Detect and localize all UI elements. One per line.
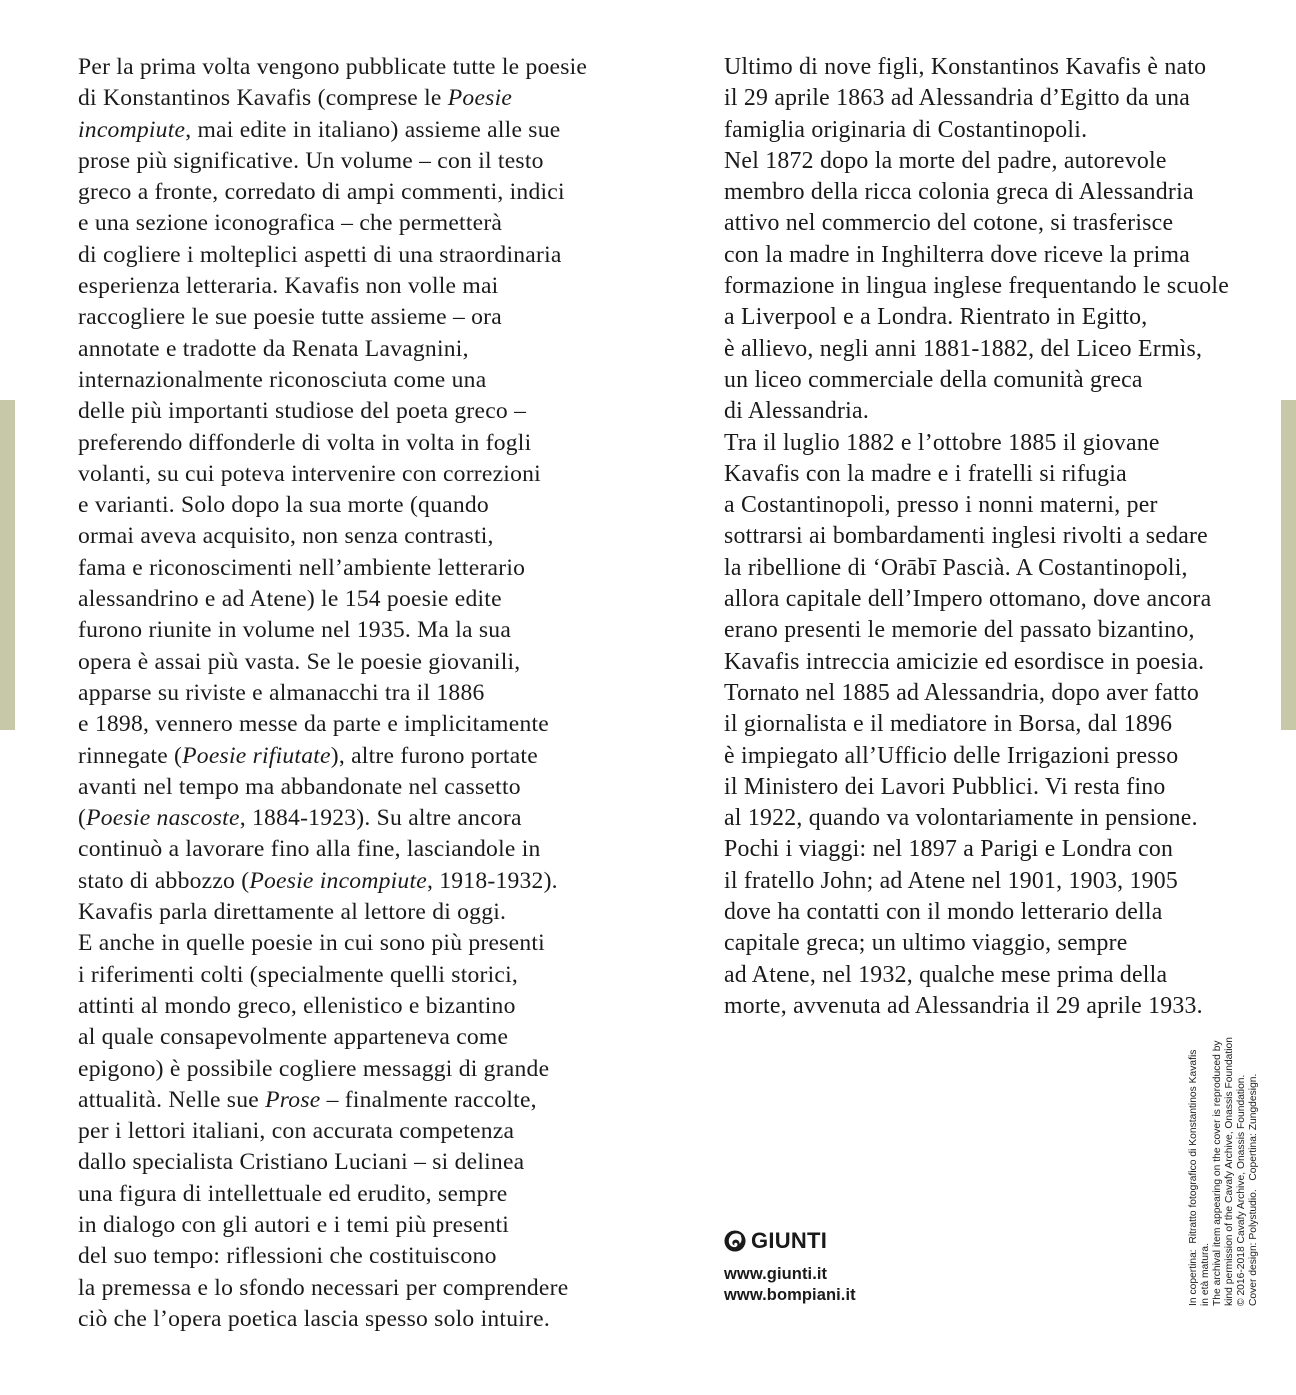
book-blurb-column <box>78 52 598 1335</box>
book-blurb-line: annotate e tradotte da Renata Lavagnini, <box>78 335 469 362</box>
book-blurb-line: prose più significative. Un volume – con il testo <box>78 147 544 174</box>
right-edge-strip <box>1281 400 1296 730</box>
book-blurb-line: fama e riconoscimenti nell’ambiente letterario <box>78 554 526 581</box>
author-biography-line: Tra il luglio 1882 e l’ottobre 1885 il giovane <box>724 429 1160 456</box>
author-biography-line: ad Atene, nel 1932, qualche mese prima della <box>724 961 1168 988</box>
book-blurb-line: attinti al mondo greco, ellenistico e bizantino <box>78 992 516 1019</box>
book-blurb-line: stato di abbozzo (Poesie incompiute, 1918-1932). <box>78 867 558 894</box>
author-biography-line: il fratello John; ad Atene nel 1901, 1903, 1905 <box>724 867 1178 894</box>
cover-credit-line: In copertina: Ritratto fotografico di Konstantinos Kavafis <box>1188 1049 1199 1306</box>
cover-credits-text <box>1188 996 1261 1306</box>
cover-credit-line: © 2016-2018 Cavafy Archive, Onassis Foundation. <box>1236 1074 1248 1306</box>
author-biography-line: Nel 1872 dopo la morte del padre, autorevole <box>724 147 1167 174</box>
author-biography-line: la ribellione di ‘Orābī Pascià. A Costantinopoli, <box>724 554 1188 581</box>
author-biography-line: con la madre in Inghilterra dove riceve la prima <box>724 241 1191 268</box>
author-biography-line: dove ha contatti con il mondo letterario della <box>724 899 1163 926</box>
author-biography-text <box>724 52 1234 1022</box>
author-biography-line: a Costantinopoli, presso i nonni materni, per <box>724 492 1158 519</box>
author-biography-column <box>724 52 1234 1022</box>
left-edge-strip <box>0 400 15 730</box>
book-blurb-line: dallo specialista Cristiano Luciani – si delinea <box>78 1149 525 1176</box>
book-blurb-line: furono riunite in volume nel 1935. Ma la sua <box>78 617 512 644</box>
book-blurb-line: Kavafis parla direttamente al lettore di oggi. <box>78 899 507 926</box>
book-blurb-line: (Poesie nascoste, 1884-1923). Su altre ancora <box>78 805 522 832</box>
book-blurb-line: per i lettori italiani, con accurata competenza <box>78 1118 515 1145</box>
author-biography-line: un liceo commerciale della comunità greca <box>724 366 1143 393</box>
book-blurb-line: attualità. Nelle sue Prose – finalmente raccolte, <box>78 1086 537 1113</box>
book-blurb-line: volanti, su cui poteva intervenire con correzioni <box>78 460 541 487</box>
author-biography-line: il 29 aprile 1863 ad Alessandria d’Egitto da una <box>724 85 1191 112</box>
book-blurb-line: i riferimenti colti (specialmente quelli storici, <box>78 961 519 988</box>
author-biography-line: membro della ricca colonia greca di Alessandria <box>724 179 1194 206</box>
book-blurb-line: esperienza letteraria. Kavafis non volle mai <box>78 273 499 300</box>
publisher-url-bompiani[interactable]: www.bompiani.it <box>724 1286 856 1304</box>
author-biography-line: formazione in lingua inglese frequentando le scuole <box>724 273 1230 300</box>
book-blurb-line: rinnegate (Poesie rifiutate), altre furono portate <box>78 742 538 769</box>
author-biography-line: sottrarsi ai bombardamenti inglesi rivolti a sedare <box>724 523 1208 550</box>
author-biography-line: capitale greca; un ultimo viaggio, sempre <box>724 930 1128 957</box>
book-blurb-line: apparse su riviste e almanacchi tra il 1886 <box>78 679 485 706</box>
book-blurb-line: ormai aveva acquisito, non senza contrasti, <box>78 523 494 550</box>
author-biography-line: il Ministero dei Lavori Pubblici. Vi resta fino <box>724 773 1166 800</box>
cover-credit-line: in età matura. <box>1200 1243 1212 1306</box>
author-biography-line: il giornalista e il mediatore in Borsa, dal 1896 <box>724 711 1173 738</box>
book-blurb-line: e 1898, vennero messe da parte e implicitamente <box>78 711 549 738</box>
book-blurb-line: opera è assai più vasta. Se le poesie giovanili, <box>78 648 521 675</box>
book-blurb-text <box>78 52 598 1335</box>
book-blurb-line: delle più importanti studiose del poeta greco – <box>78 398 527 425</box>
author-biography-line: Pochi i viaggi: nel 1897 a Parigi e Londra con <box>724 836 1174 863</box>
cover-credit-line: Cover design: Polystudio. Copertina: Zungdesign. <box>1248 1073 1260 1306</box>
author-biography-line: Kavafis intreccia amicizie ed esordisce in poesia. <box>724 648 1205 675</box>
book-blurb-line: una figura di intellettuale ed erudito, sempre <box>78 1180 508 1207</box>
author-biography-line: è allievo, negli anni 1881-1882, del Liceo Ermìs, <box>724 335 1203 362</box>
publisher-name: GIUNTI <box>751 1228 828 1253</box>
author-biography-line: è impiegato all’Ufficio delle Irrigazioni presso <box>724 742 1179 769</box>
book-blurb-line: e una sezione iconografica – che permetterà <box>78 210 503 237</box>
author-biography-line: allora capitale dell’Impero ottomano, dove ancora <box>724 586 1212 613</box>
book-blurb-line: in dialogo con gli autori e i temi più presenti <box>78 1211 510 1238</box>
publisher-block <box>724 1228 856 1306</box>
book-blurb-line: di Konstantinos Kavafis (comprese le Poesie <box>78 85 513 112</box>
book-blurb-line: di cogliere i molteplici aspetti di una straordinaria <box>78 241 562 268</box>
book-blurb-line: del suo tempo: riflessioni che costituiscono <box>78 1243 497 1270</box>
giunti-spiral-g-icon <box>724 1230 746 1252</box>
cover-credit-line: The archival item appearing on the cover is reproduced by <box>1212 1040 1224 1306</box>
publisher-url-giunti[interactable]: www.giunti.it <box>724 1265 828 1283</box>
cover-credit-line: kind permission of the Cavafy Archive, Onassis Foundation <box>1224 1037 1236 1306</box>
book-blurb-line: epigono) è possibile cogliere messaggi di grande <box>78 1055 550 1082</box>
author-biography-line: famiglia originaria di Costantinopoli. <box>724 116 1088 143</box>
book-blurb-line: E anche in quelle poesie in cui sono più presenti <box>78 930 545 957</box>
author-biography-line: erano presenti le memorie del passato bizantino, <box>724 617 1195 644</box>
author-biography-line: Kavafis con la madre e i fratelli si rifugia <box>724 460 1127 487</box>
book-blurb-line: ciò che l’opera poetica lascia spesso solo intuire. <box>78 1305 550 1332</box>
author-biography-line: morte, avvenuta ad Alessandria il 29 aprile 1933. <box>724 992 1203 1019</box>
book-blurb-line: incompiute, mai edite in italiano) assieme alle sue <box>78 116 561 143</box>
book-blurb-line: preferendo diffonderle di volta in volta in fogli <box>78 429 532 456</box>
author-biography-line: attivo nel commercio del cotone, si trasferisce <box>724 210 1174 237</box>
author-biography-line: di Alessandria. <box>724 398 870 425</box>
book-blurb-line: e varianti. Solo dopo la sua morte (quando <box>78 492 489 519</box>
author-biography-line: a Liverpool e a Londra. Rientrato in Egitto, <box>724 304 1148 331</box>
publisher-logo <box>724 1228 856 1254</box>
book-blurb-line: Per la prima volta vengono pubblicate tutte le poesie <box>78 54 588 80</box>
book-blurb-line: la premessa e lo sfondo necessari per comprendere <box>78 1274 569 1301</box>
book-blurb-line: alessandrino e ad Atene) le 154 poesie edite <box>78 586 502 613</box>
book-blurb-line: raccogliere le sue poesie tutte assieme – ora <box>78 304 502 331</box>
publisher-urls <box>724 1264 856 1306</box>
cover-credits-rotated <box>1188 996 1258 1306</box>
book-blurb-line: al quale consapevolmente apparteneva come <box>78 1024 509 1051</box>
book-blurb-line: greco a fronte, corredato di ampi commenti, indici <box>78 179 565 206</box>
author-biography-line: Tornato nel 1885 ad Alessandria, dopo aver fatto <box>724 679 1199 706</box>
book-blurb-line: avanti nel tempo ma abbandonate nel cassetto <box>78 773 521 800</box>
author-biography-line: al 1922, quando va volontariamente in pensione. <box>724 805 1198 832</box>
book-blurb-line: internazionalmente riconosciuta come una <box>78 366 487 393</box>
author-biography-line: Ultimo di nove figli, Konstantinos Kavafis è nato <box>724 54 1207 80</box>
book-blurb-line: continuò a lavorare fino alla fine, lasciandole in <box>78 836 541 863</box>
